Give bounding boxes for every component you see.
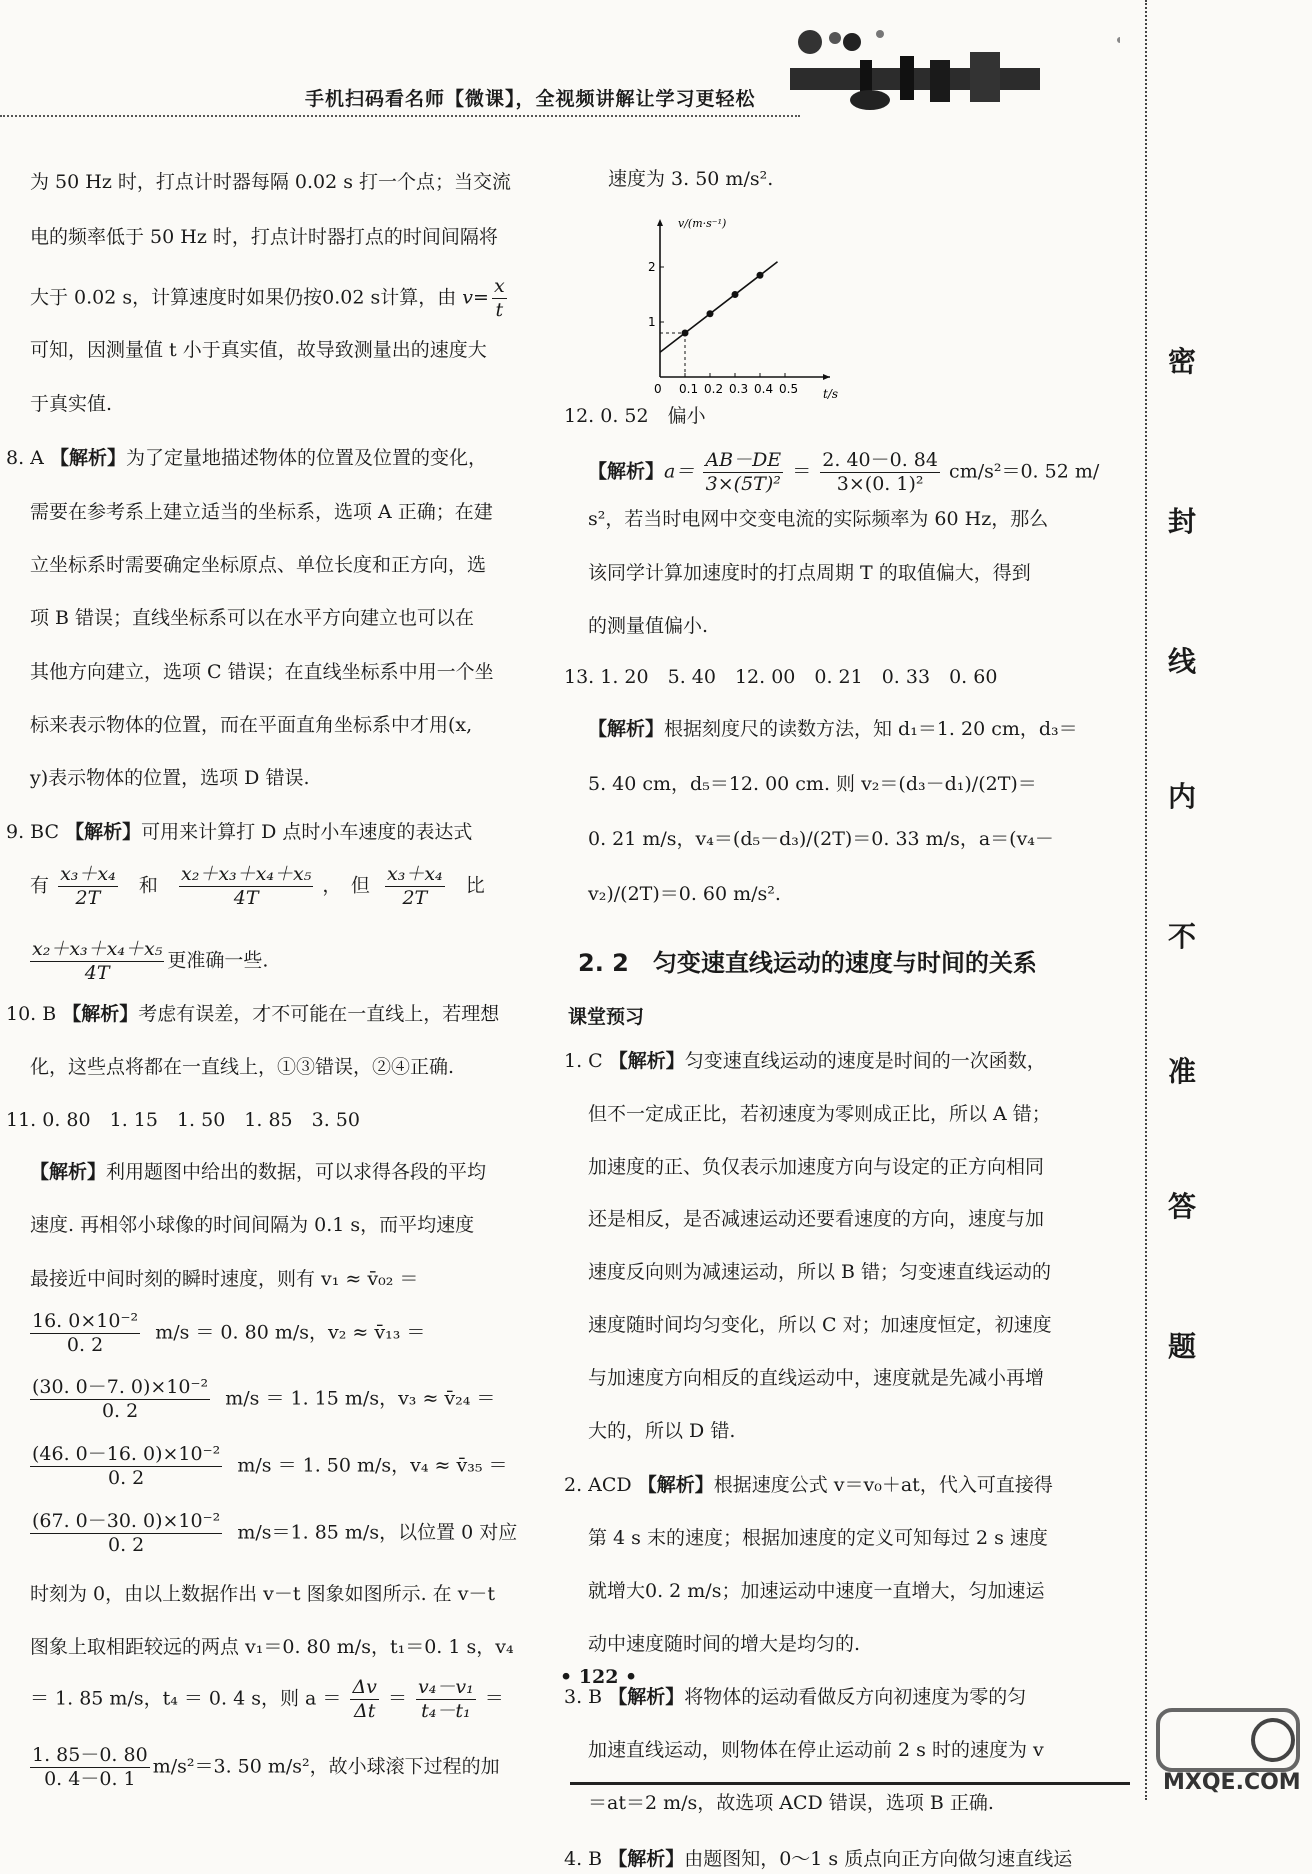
header-dotted-rule bbox=[0, 115, 800, 117]
margin-char: 线 bbox=[1168, 645, 1197, 678]
x-axis-label: t/s bbox=[823, 387, 839, 401]
answer-item-1: 1. C 【解析】匀变速直线运动的速度是时间的一次函数， bbox=[564, 1050, 1046, 1072]
text-line: 电的频率低于 50 Hz 时，打点计时器打点的时间间隔将 bbox=[30, 226, 498, 248]
answer-item-10: 10. B 【解析】考虑有误差，才不可能在一直线上，若理想 bbox=[6, 1003, 500, 1025]
text-line: 项 B 错误；直线坐标系可以在水平方向建立也可以在 bbox=[30, 607, 475, 629]
y-tick-label: 2 bbox=[648, 260, 656, 274]
data-point bbox=[757, 272, 764, 279]
y-tick-label: 1 bbox=[648, 315, 656, 329]
fraction-line: $\frac{1. 85-0. 80}{0. 4-0. 1}$ m/s²＝3. 50 m/s²，故小球滚下过程的加 bbox=[32, 1744, 500, 1790]
text-line: 的测量值偏小. bbox=[588, 615, 709, 637]
text-line: 就增大0. 2 m/s；加速运动中速度一直增大，匀加速运 bbox=[588, 1580, 1045, 1602]
fraction-line: $\frac{\text{16. 0×10⁻²}}{0. 2}$ m/s ＝ 0. 80 m/s，v₂ ≈ v̄₁₃ ＝ bbox=[32, 1310, 426, 1356]
text-line: 还是相反，是否减速运动还要看速度的方向，速度与加 bbox=[588, 1208, 1045, 1230]
text-line: ＝at＝2 m/s，故选项 ACD 错误，选项 B 正确. bbox=[588, 1792, 994, 1814]
answer-item-2: 2. ACD 【解析】根据速度公式 v＝v₀＋at，代入可直接得 bbox=[564, 1474, 1053, 1496]
x-tick-label: 0.2 bbox=[704, 382, 724, 396]
text-line: 与加速度方向相反的直线运动中，速度就是先减小再增 bbox=[588, 1367, 1045, 1389]
fraction: $\frac{\text{x₂＋x₃＋x₄＋x₅}}{4T}$ bbox=[181, 863, 312, 909]
x-tick-label: 0.1 bbox=[679, 382, 699, 396]
text-line: 标来表示物体的位置，而在平面直角坐标系中才用(x, bbox=[30, 714, 473, 736]
fraction: $\frac{\text{x₃＋x₄}}{2T}$ bbox=[387, 863, 443, 909]
fraction-line: 【解析】a＝ $\frac{AB-DE}{\text{3×(5T)²}}$ ＝ $\frac{2. 40-0. 84}{\text{3×(0. 1)²}}$ cm/s²＝0. 52 m/ bbox=[588, 449, 1100, 495]
text-line: 其他方向建立，选项 C 错误；在直线坐标系中用一个坐 bbox=[30, 661, 494, 683]
header-decoration-graphic bbox=[790, 20, 1120, 135]
answer-item-4: 4. B 【解析】由题图知，0～1 s 质点向正方向做匀速直线运 bbox=[564, 1848, 1073, 1870]
x-axis-arrow bbox=[823, 374, 830, 380]
x-tick-label: 0.3 bbox=[729, 382, 749, 396]
margin-char: 密 bbox=[1168, 345, 1197, 378]
text-line: 5. 40 cm，d₅＝12. 00 cm. 则 v₂＝(d₃－d₁)/(2T)＝ bbox=[588, 773, 1037, 795]
data-point bbox=[682, 330, 689, 337]
text-line: 速度随时间均匀变化，所以 C 对；加速度恒定，初速度 bbox=[588, 1314, 1052, 1336]
text-line: 大的，所以 D 错. bbox=[588, 1420, 736, 1442]
text-line: 速度. 再相邻小球像的时间间隔为 0.1 s，而平均速度 bbox=[30, 1214, 475, 1236]
footer-rule bbox=[570, 1782, 1130, 1785]
watermark-url: MXQE.COM bbox=[1163, 1770, 1301, 1795]
answer-item-12: 12. 0. 52 偏小 bbox=[564, 405, 706, 427]
margin-char: 准 bbox=[1168, 1055, 1197, 1088]
x-tick-label: 0.4 bbox=[754, 382, 774, 396]
answer-item-13: 13. 1. 20 5. 40 12. 00 0. 21 0. 33 0. 60 bbox=[564, 666, 998, 688]
binding-margin-dotted-line bbox=[1145, 0, 1147, 1800]
text-line: 图象上取相距较远的两点 v₁＝0. 80 m/s，t₁＝0. 1 s，v₄ bbox=[30, 1636, 514, 1658]
v-t-graph bbox=[638, 205, 848, 405]
margin-char: 不 bbox=[1168, 920, 1197, 953]
fraction-line: ＝ 1. 85 m/s，t₄ ＝ 0. 4 s，则 a ＝ $\frac{\Delta v}{\Delta t}$ ＝ $\frac{\text{v₄－v₁}}{\text{t₄－t₁}}$ ＝ bbox=[30, 1676, 504, 1722]
fraction-x-over-t: $\frac{x}{t}$ bbox=[493, 275, 505, 321]
text-line: 但不一定成正比，若初速度为零则成正比，所以 A 错； bbox=[588, 1103, 1051, 1125]
text-line: 速度为 3. 50 m/s². bbox=[608, 168, 774, 190]
text-line-with-formula: 大于 0.02 s，计算速度时如果仍按0.02 s计算，由 v= $\frac{x}{t}$ bbox=[30, 275, 505, 321]
text-line: y)表示物体的位置，选项 D 错误. bbox=[30, 767, 310, 789]
text-line: 速度反向则为减速运动，所以 B 错；匀变速直线运动的 bbox=[588, 1261, 1052, 1283]
data-point bbox=[707, 310, 714, 317]
text-line: 【解析】根据刻度尺的读数方法，知 d₁＝1. 20 cm，d₃＝ bbox=[588, 718, 1078, 740]
fraction-line: $\frac{\text{(46. 0－16. 0)×10⁻²}}{0. 2}$ m/s ＝ 1. 50 m/s，v₄ ≈ v̄₃₅ ＝ bbox=[32, 1443, 508, 1489]
header-banner-text: 手机扫码看名师【微课】，全视频讲解让学习更轻松 bbox=[305, 88, 756, 110]
text-line: 需要在参考系上建立适当的坐标系，选项 A 正确；在建 bbox=[30, 501, 493, 523]
fraction: $\frac{\text{x₃＋x₄}}{2T}$ bbox=[60, 863, 116, 909]
text-line: 最接近中间时刻的瞬时速度，则有 v₁ ≈ v̄₀₂ ＝ bbox=[30, 1268, 419, 1290]
fraction: $\frac{\text{x₂＋x₃＋x₄＋x₅}}{4T}$ bbox=[32, 938, 163, 984]
fraction-line: 有 $\frac{\text{x₃＋x₄}}{2T}$ 和 $\frac{\text{x₂＋x₃＋x₄＋x₅}}{4T}$ ， 但 $\frac{\text{x₃＋x₄}}{2T}$ 比 bbox=[30, 863, 485, 909]
text-line: 加速度的正、负仅表示加速度方向与设定的正方向相同 bbox=[588, 1156, 1045, 1178]
section-title: 2. 2 匀变速直线运动的速度与时间的关系 bbox=[578, 949, 1037, 977]
text-line: 立坐标系时需要确定坐标原点、单位长度和正方向，选 bbox=[30, 554, 487, 576]
text-line: 0. 21 m/s，v₄＝(d₅－d₃)/(2T)＝0. 33 m/s，a＝(v₄－ bbox=[588, 828, 1054, 850]
answer-item-11: 11. 0. 80 1. 15 1. 50 1. 85 3. 50 bbox=[6, 1109, 360, 1131]
text-line: 加速直线运动，则物体在停止运动前 2 s 时的速度为 v bbox=[588, 1739, 1044, 1761]
fraction-line: $\frac{\text{x₂＋x₃＋x₄＋x₅}}{4T}$ 更准确一些. bbox=[32, 938, 269, 984]
text-line: 于真实值. bbox=[30, 393, 113, 415]
text-line: 第 4 s 末的速度；根据加速度的定义可知每过 2 s 速度 bbox=[588, 1527, 1048, 1549]
text-line: s²，若当时电网中交变电流的实际频率为 60 Hz，那么 bbox=[588, 508, 1049, 530]
text-line: 该同学计算加速度时的打点周期 T 的取值偏大，得到 bbox=[588, 562, 1031, 584]
margin-char: 题 bbox=[1168, 1330, 1197, 1363]
text-line: 化，这些点将都在一直线上，①③错误，②④正确. bbox=[30, 1056, 455, 1078]
fraction-line: $\frac{\text{(67. 0－30. 0)×10⁻²}}{0. 2}$ m/s＝1. 85 m/s，以位置 0 对应 bbox=[32, 1510, 518, 1556]
margin-char: 内 bbox=[1168, 780, 1197, 813]
answer-item-9: 9. BC 【解析】可用来计算打 D 点时小车速度的表达式 bbox=[6, 821, 473, 843]
margin-char: 答 bbox=[1168, 1190, 1197, 1223]
y-axis-arrow bbox=[657, 219, 663, 226]
fraction-line: $\frac{\text{(30. 0－7. 0)×10⁻²}}{0. 2}$ m/s ＝ 1. 15 m/s，v₃ ≈ v̄₂₄ ＝ bbox=[32, 1376, 496, 1422]
answer-item-3: 3. B 【解析】将物体的运动看做反方向初速度为零的匀 bbox=[564, 1686, 1027, 1708]
text-line: 可知，因测量值 t 小于真实值，故导致测量出的速度大 bbox=[30, 339, 487, 361]
text-line: 时刻为 0，由以上数据作出 v－t 图象如图所示. 在 v－t bbox=[30, 1583, 496, 1605]
text-line: 为 50 Hz 时，打点计时器每隔 0.02 s 打一个点；当交流 bbox=[30, 171, 512, 193]
y-axis-label: v/(m·s⁻¹) bbox=[678, 217, 727, 230]
answer-item-8: 8. A 【解析】为了定量地描述物体的位置及位置的变化， bbox=[6, 447, 487, 469]
margin-char: 封 bbox=[1168, 505, 1197, 538]
subsection-title: 课堂预习 bbox=[568, 1006, 645, 1028]
text-line: 【解析】利用题图中给出的数据，可以求得各段的平均 bbox=[30, 1161, 487, 1183]
page-number: • 122 • bbox=[560, 1666, 638, 1688]
text-line: v₂)/(2T)＝0. 60 m/s². bbox=[588, 883, 781, 905]
data-point bbox=[732, 291, 739, 298]
x-tick-label: 0 bbox=[654, 382, 662, 396]
text-line: 动中速度随时间的增大是均匀的. bbox=[588, 1633, 861, 1655]
x-tick-label: 0.5 bbox=[779, 382, 799, 396]
